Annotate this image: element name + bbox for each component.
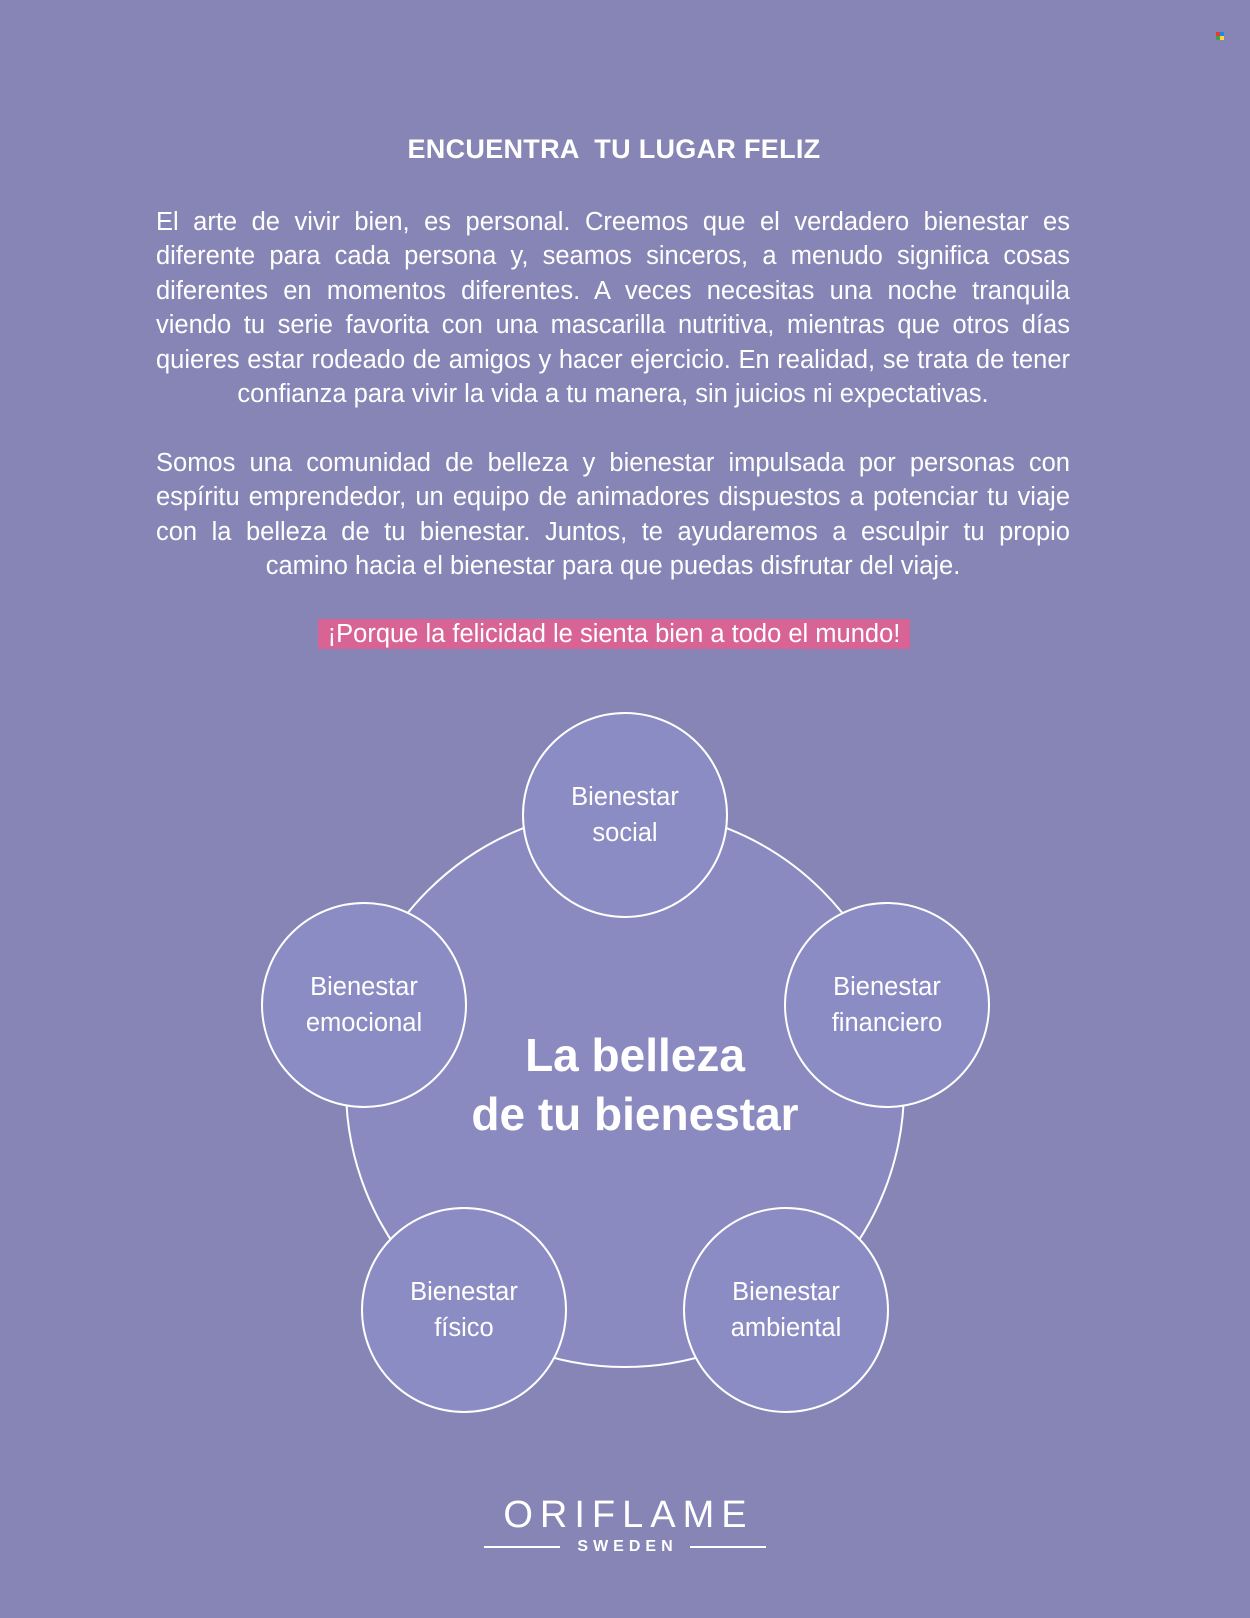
logo-rule-right xyxy=(690,1546,766,1548)
node-emocional-line-1: Bienestar xyxy=(310,973,418,1001)
oriflame-logo xyxy=(484,1494,766,1556)
node-financiero-line-2: financiero xyxy=(831,1009,943,1037)
node-social xyxy=(522,712,728,918)
node-financiero xyxy=(784,902,990,1108)
node-social-line-1: Bienestar xyxy=(571,783,679,811)
node-social-line-2: social xyxy=(592,819,658,847)
node-ambiental xyxy=(683,1207,889,1413)
node-emocional xyxy=(261,902,467,1108)
node-fisico-line-2: físico xyxy=(434,1314,494,1342)
node-fisico xyxy=(361,1207,567,1413)
node-emocional-line-2: emocional xyxy=(305,1009,423,1037)
node-ambiental-line-1: Bienestar xyxy=(732,1278,840,1306)
logo-brand: ORIFLAME xyxy=(503,1494,754,1536)
highlight-text: ¡Porque la felicidad le sienta bien a todo el mundo! xyxy=(318,619,911,649)
community-paragraph: Somos una comunidad de belleza y bienestar impulsada por personas con espíritu emprendedor, un equipo de animadores dispuestos a potenciar tu viaje con la belleza de tu bienestar. Juntos, te ayudaremos a esculpir tu propio camino hacia el bienestar para que puedas disfrutar del viaje. xyxy=(156,449,1070,581)
logo-rule-left xyxy=(484,1546,560,1548)
logo-sub: SWEDEN xyxy=(577,1538,678,1555)
node-financiero-line-1: Bienestar xyxy=(833,973,941,1001)
center-label-line-1: La belleza xyxy=(525,1029,745,1081)
intro-paragraph: El arte de vivir bien, es personal. Creemos que el verdadero bienestar es diferente para cada persona y, seamos sinceros, a menudo significa cosas diferentes en momentos diferentes. A veces necesitas una noche tranquila viendo tu serie favorita con una mascarilla nutritiva, mientras que otros días quieres estar rodeado de amigos y hacer ejercicio. En realidad, se trata de tener confianza para vivir la vida a tu manera, sin juicios ni expectativas. xyxy=(156,208,1070,409)
node-fisico-line-1: Bienestar xyxy=(410,1278,518,1306)
page-title: ENCUENTRA TU LUGAR FELIZ xyxy=(407,134,821,164)
node-ambiental-line-2: ambiental xyxy=(730,1314,842,1342)
logo-sub-row xyxy=(484,1538,766,1556)
center-label-line-2: de tu bienestar xyxy=(471,1088,799,1140)
